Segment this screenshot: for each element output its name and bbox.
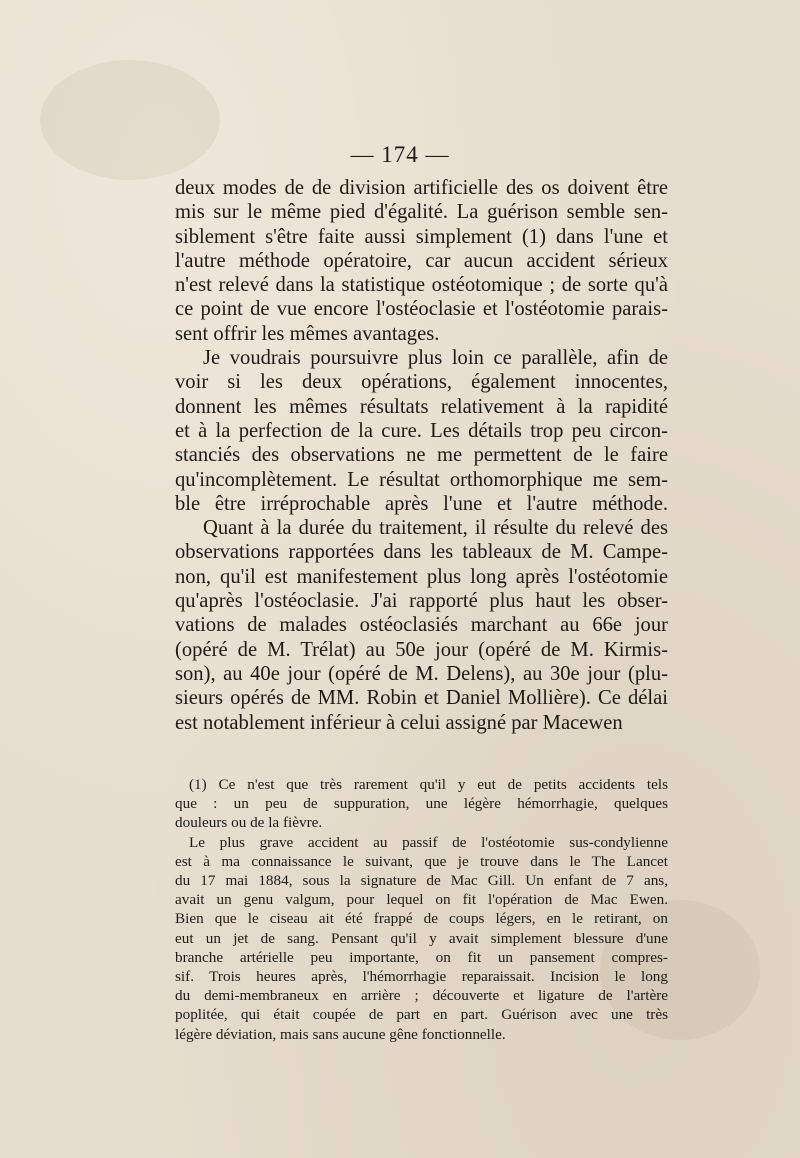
footnote-line: est à ma connaissance le suivant, que je trouve dans le The Lancet [175,852,668,870]
body-line: n'est relevé dans la statistique ostéotomique ; de sorte qu'à [175,274,668,297]
body-line: qu'après l'ostéoclasie. J'ai rapporté plus haut les obser- [175,590,668,613]
body-line: son), au 40e jour (opéré de M. Delens), au 30e jour (plu- [175,662,668,685]
footnote-line: du 17 mai 1884, sous la signature de Mac Gill. Un enfant de 7 ans, [175,872,668,890]
footnote-line: Bien que le ciseau ait été frappé de coups légers, en le retirant, on [175,910,668,928]
body-line: vations de malades ostéoclasiés marchant au 66e jour [175,614,668,637]
body-line: qu'incomplètement. Le résultat orthomorphique me sem- [175,468,668,491]
footnote-line: légère déviation, mais sans aucune gêne fonctionnelle. [175,1025,506,1043]
footnote-line: douleurs ou de la fièvre. [175,814,323,832]
body-line: observations rapportées dans les tableaux de M. Campe- [175,541,668,564]
body-line: Quant à la durée du traitement, il résulte du relevé des [203,517,668,540]
body-line: Je voudrais poursuivre plus loin ce parallèle, afin de [203,347,668,370]
body-line: siblement s'être faite aussi simplement (1) dans l'une et [175,225,668,248]
footnote-line: Le plus grave accident au passif de l'ostéotomie sus-condylienne [189,833,668,851]
body-line: stanciés des observations ne me permettent de le faire [175,444,668,467]
footnote-line: que : un peu de suppuration, une légère hémorrhagie, quelques [175,795,668,813]
body-line: ce point de vue encore l'ostéoclasie et l'ostéotomie parais- [175,298,668,321]
body-line: mis sur le même pied d'égalité. La guérison semble sen- [175,201,668,224]
body-line: est notablement inférieur à celui assigné par Macewen [175,711,623,734]
footnote-line: sif. Trois heures après, l'hémorrhagie reparaissait. Incision le long [175,968,668,986]
footnote-line: avait un genu valgum, pour lequel on fit l'opération de Mac Ewen. [175,891,668,909]
footnote-line: (1) Ce n'est que très rarement qu'il y eut de petits accidents tels [189,776,668,793]
body-line: sent offrir les mêmes avantages. [175,322,440,345]
body-line: et à la perfection de la cure. Les détails trop peu circon- [175,419,668,442]
body-line: l'autre méthode opératoire, car aucun accident sérieux [175,249,668,272]
footnotes [175,775,668,1044]
footnote-line: du demi-membraneux en arrière ; découverte et ligature de l'artère [175,987,668,1005]
body-line: ble être irréprochable après l'une et l'autre méthode. [175,492,668,515]
body-line: non, qu'il est manifestement plus long après l'ostéotomie [175,565,668,588]
body-line: (opéré de M. Trélat) au 50e jour (opéré de M. Kirmis- [175,638,668,661]
footnote-line: eut un jet de sang. Pensant qu'il y avait simplement blessure d'une [175,929,668,947]
body-line: voir si les deux opérations, également innocentes, [175,371,668,394]
body-text [175,176,668,735]
footnote-line: poplitée, qui était coupée de part en part. Guérison avec une très [175,1006,668,1024]
body-line: sieurs opérés de MM. Robin et Daniel Mollière). Ce délai [175,687,668,710]
body-line: deux modes de de division artificielle des os doivent être [175,177,668,199]
page-number: — 174 — [350,142,450,167]
footnote-line: branche artérielle peu importante, on fit un pansement compres- [175,948,668,966]
body-line: donnent les mêmes résultats relativement à la rapidité [175,395,668,418]
